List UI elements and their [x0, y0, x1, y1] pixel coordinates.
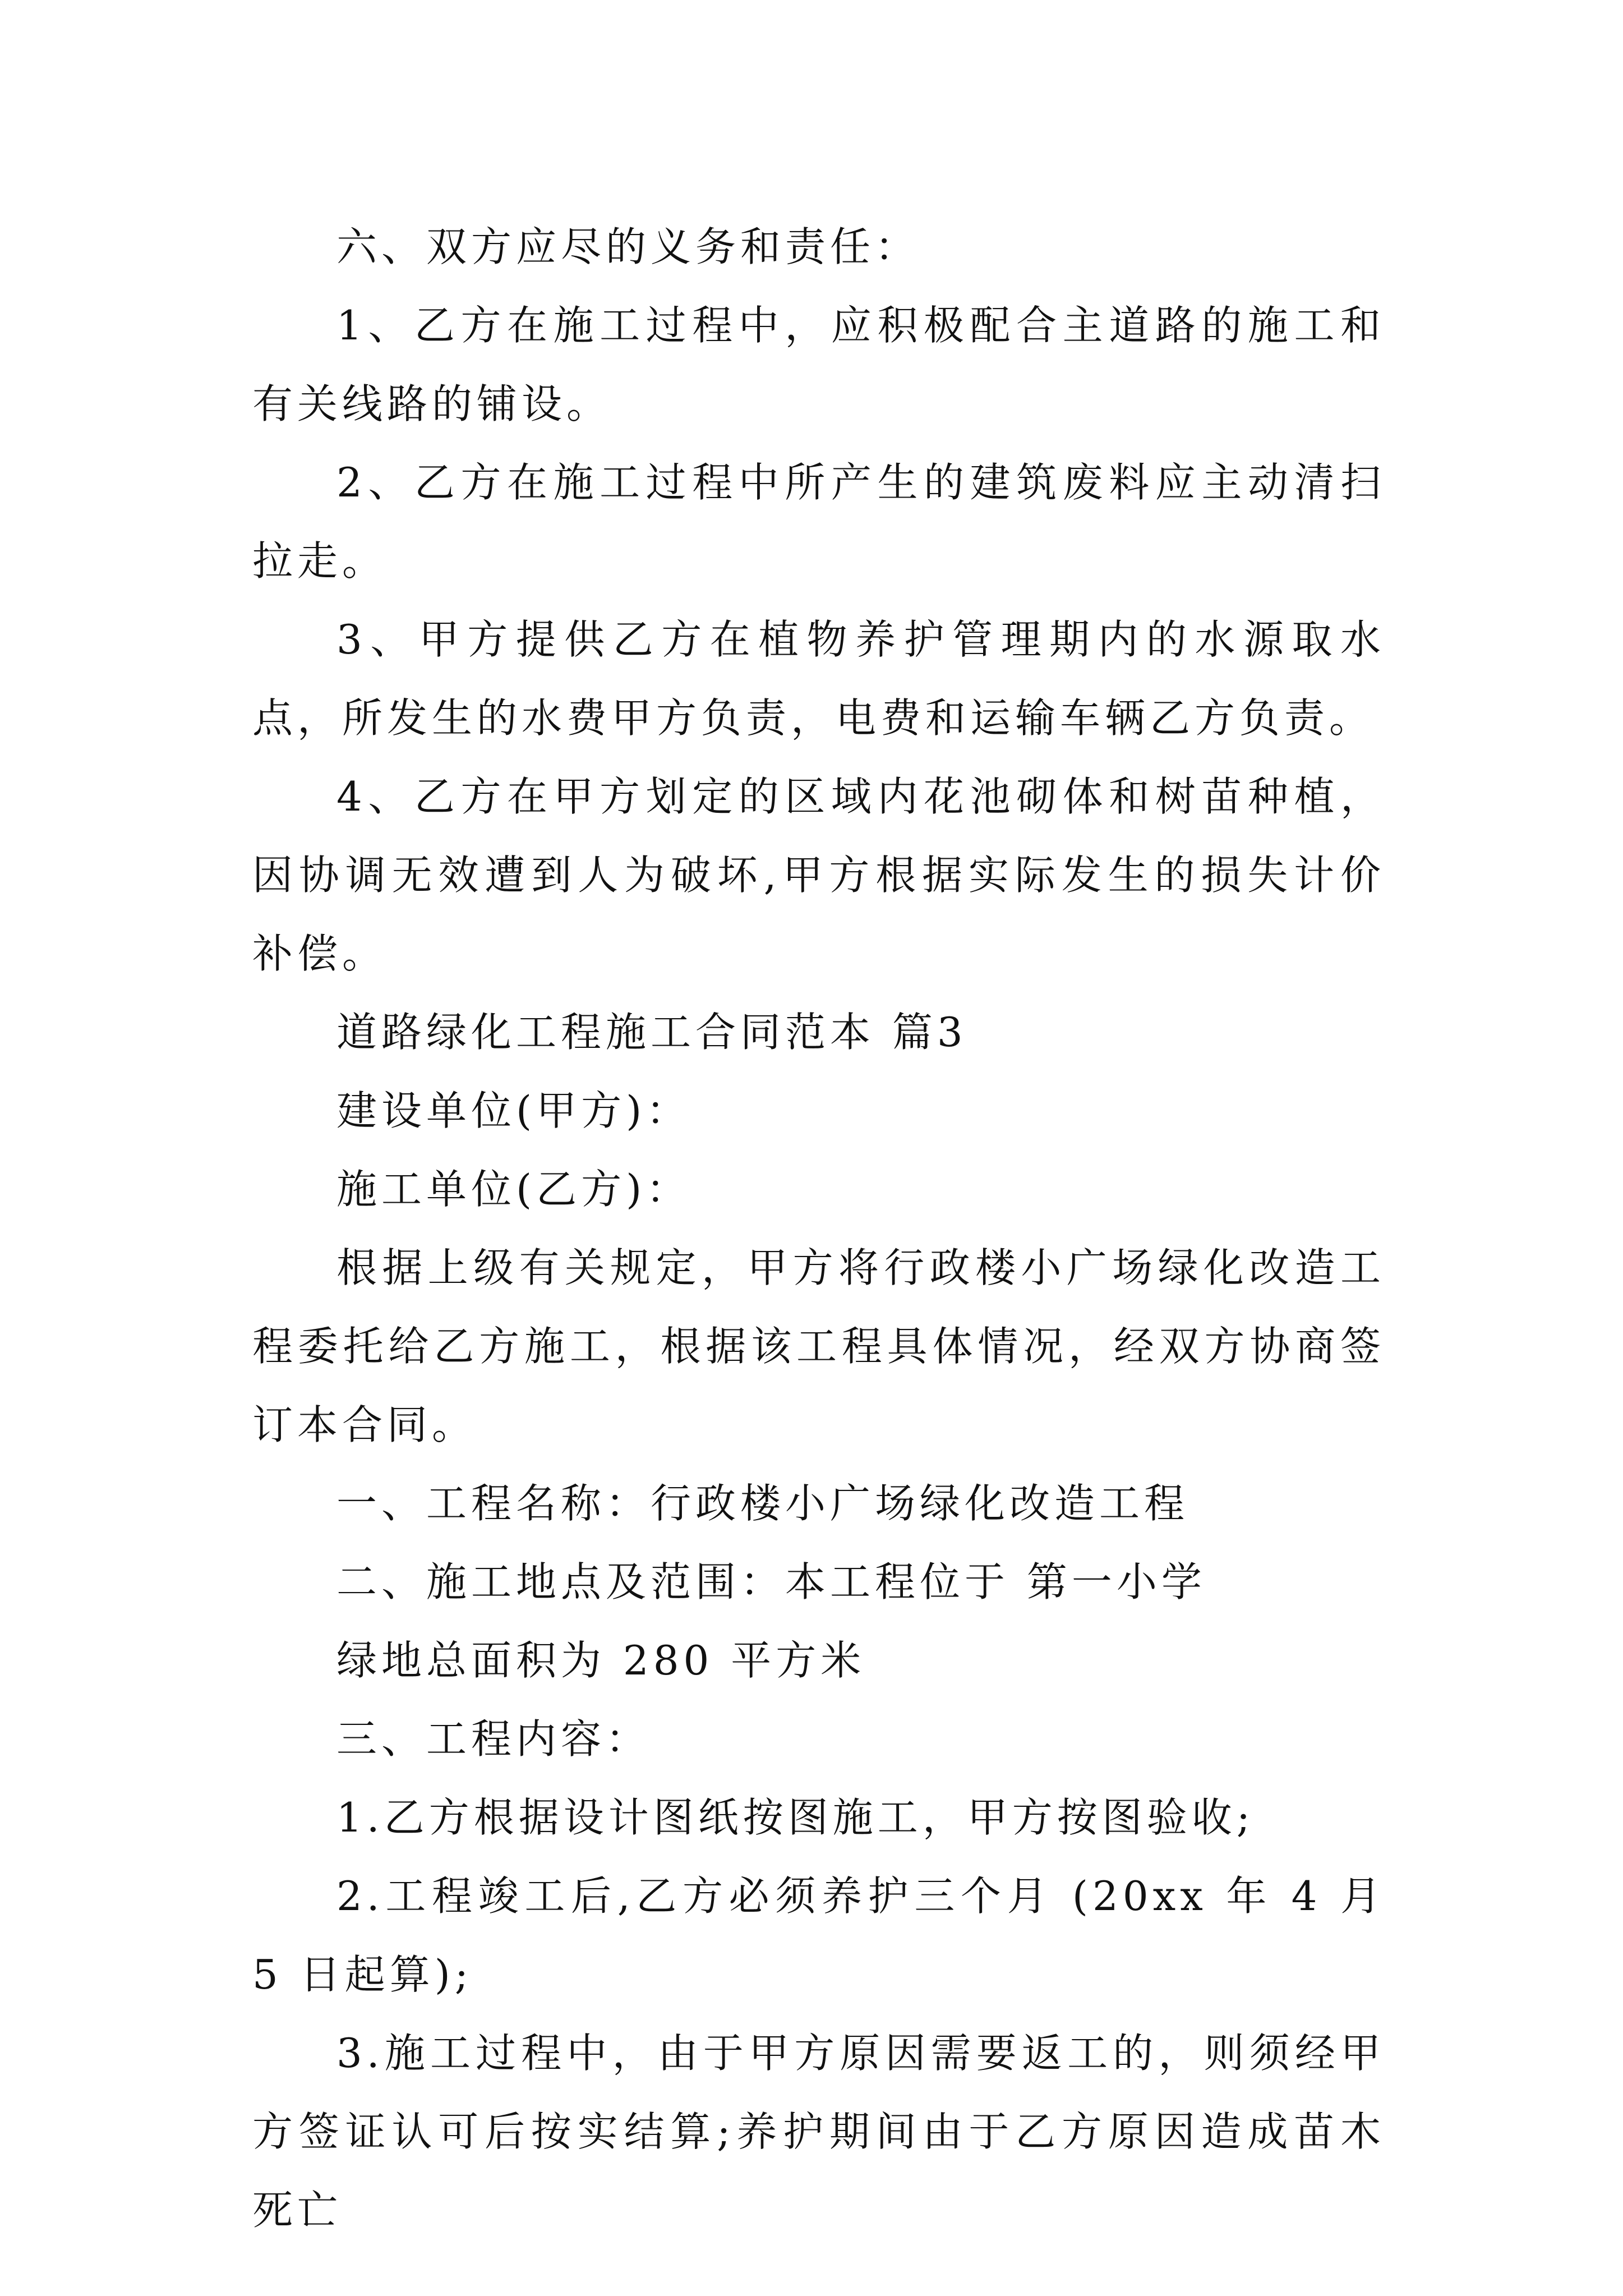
paragraph-preamble: 根据上级有关规定，甲方将行政楼小广场绿化改造工程委托给乙方施工，根据该工程具体情况，经双方协商签订本合同。 — [252, 1244, 1385, 1448]
paragraph-section-six-heading: 六、双方应尽的义务和责任： — [336, 223, 920, 270]
project-name-line: 一、工程名称：行政楼小广场绿化改造工程 — [336, 1480, 1189, 1527]
paragraph-item-4: 4、乙方在甲方划定的区域内花池砌体和树苗种植，因协调无效遭到人为破坏,甲方根据实际发生的损失计价补偿。 — [252, 773, 1385, 977]
party-b-line: 施工单位(乙方)： — [336, 1166, 691, 1213]
content-item-1: 1.乙方根据设计图纸按图施工，甲方按图验收; — [336, 1794, 1255, 1841]
project-content-heading: 三、工程内容： — [336, 1715, 651, 1763]
content-item-2: 2.工程竣工后,乙方必须养护三个月 (20xx 年 4 月 5 日起算); — [252, 1872, 1385, 1998]
content-item-3: 3.施工过程中，由于甲方原因需要返工的，则须经甲方签证认可后按实结算;养护期间由于乙方原因造成苗木死亡 — [252, 2030, 1385, 2234]
contract-title: 道路绿化工程施工合同范本 篇3 — [336, 1009, 967, 1056]
paragraph-item-2: 2、乙方在施工过程中所产生的建筑废料应主动清扫拉走。 — [252, 459, 1385, 585]
project-location-line: 二、施工地点及范围：本工程位于 第一小学 — [336, 1558, 1206, 1605]
project-area-line: 绿地总面积为 280 平方米 — [336, 1637, 866, 1684]
document-body — [252, 208, 1385, 2249]
paragraph-item-1: 1、乙方在施工过程中，应积极配合主道路的施工和有关线路的铺设。 — [252, 302, 1385, 427]
party-a-line: 建设单位(甲方)： — [336, 1087, 691, 1134]
paragraph-item-3: 3、甲方提供乙方在植物养护管理期内的水源取水点，所发生的水费甲方负责，电费和运输车辆乙方负责。 — [252, 616, 1385, 742]
